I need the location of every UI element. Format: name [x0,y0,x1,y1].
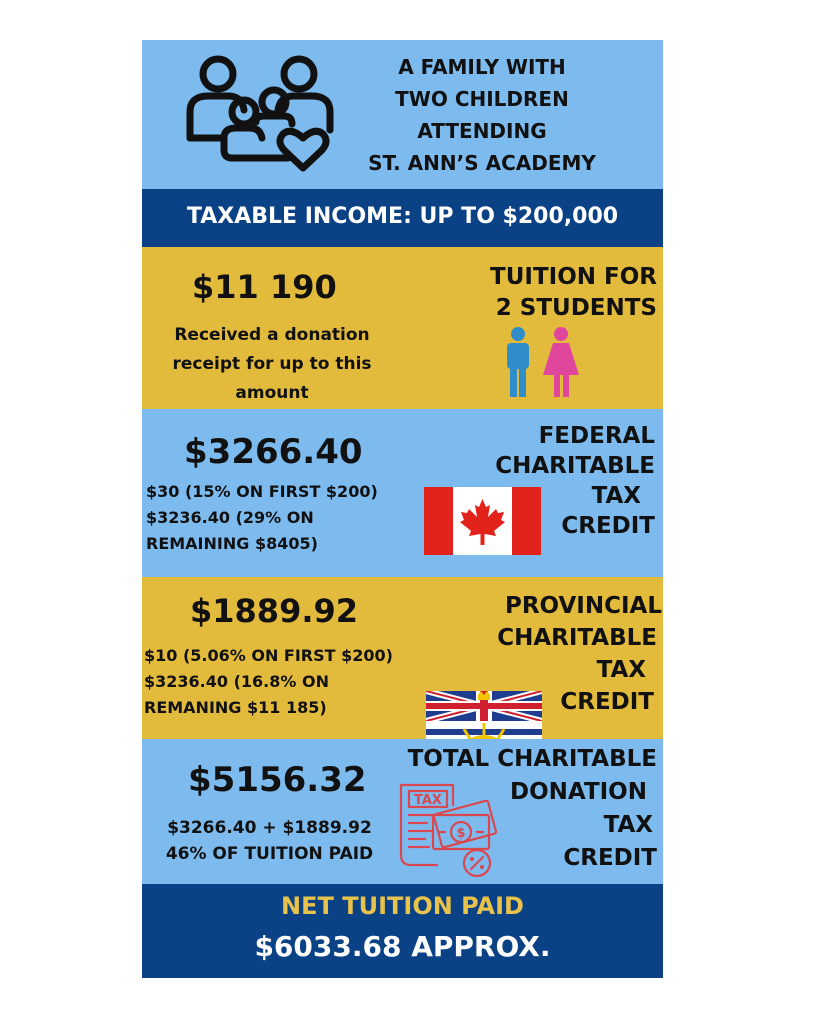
total-label-line: CREDIT [563,845,657,871]
provincial-label-line: PROVINCIAL [504,593,662,619]
tax-document-icon [397,781,499,881]
total-detail-line: $3266.40 + $1889.92 [167,818,372,838]
provincial-detail-line: $3236.40 (16.8% ON [144,672,329,691]
header-title-line: TWO CHILDREN [395,87,569,111]
canada-flag-icon [424,487,541,555]
provincial-details [144,643,393,721]
students-icon [500,327,580,399]
taxable-income-text: TAXABLE INCOME: UP TO $200,000 [186,204,619,229]
provincial-label-line: CHARITABLE [497,625,657,651]
tuition-label [442,262,657,324]
total-detail-line: 46% OF TUITION PAID [165,844,374,864]
header-section [142,40,663,189]
provincial-amount: $1889.92 [190,592,359,630]
tuition-note [157,321,387,408]
bc-flag-icon [426,691,542,739]
tuition-note-line: amount [235,383,309,403]
federal-detail-line: $3236.40 (29% ON [146,508,314,527]
tuition-label-line: TUITION FOR [490,264,657,290]
federal-detail-line: REMAINING $8405) [146,534,318,553]
header-title-line: ST. ANN’S ACADEMY [368,151,596,175]
federal-label-line: CREDIT [561,513,655,539]
provincial-label-line: CREDIT [560,689,654,715]
tuition-label-line: 2 STUDENTS [495,295,657,321]
header-title-line: ATTENDING [417,119,547,143]
federal-label-line: TAX [591,483,641,509]
net-tuition-amount: $6033.68 APPROX. [254,930,551,963]
header-title-line: A FAMILY WITH [398,55,566,79]
provincial-detail-line: $10 (5.06% ON FIRST $200) [144,646,393,665]
federal-label-line: CHARITABLE [495,453,655,479]
federal-section [142,409,663,577]
family-icon [184,50,340,174]
tuition-amount: $11 190 [192,268,337,306]
taxable-income-bar [142,189,663,247]
total-amount: $5156.32 [188,760,367,800]
net-tuition-section [142,884,663,978]
federal-amount: $3266.40 [184,432,363,472]
total-label-line: DONATION [510,779,647,805]
total-label-line: TAX [603,812,653,838]
header-title [347,51,617,179]
provincial-section [142,577,663,739]
federal-details [146,479,378,557]
infographic-card [142,40,663,978]
svg-text:$: $ [456,826,466,841]
federal-label-line: FEDERAL [538,423,655,449]
tax-icon-text: TAX [414,793,442,808]
girl-icon [543,327,579,397]
boy-icon [507,327,529,397]
tuition-note-line: receipt for up to this [172,354,372,374]
federal-detail-line: $30 (15% ON FIRST $200) [146,482,378,501]
tuition-section [142,247,663,409]
provincial-label-line: TAX [596,657,646,683]
net-tuition-label: NET TUITION PAID [281,892,524,920]
provincial-detail-line: REMANING $11 185) [144,698,327,717]
total-section [142,739,663,884]
tuition-note-line: Received a donation [174,325,370,345]
total-details [147,815,392,867]
total-label-line: TOTAL CHARITABLE [407,746,657,772]
